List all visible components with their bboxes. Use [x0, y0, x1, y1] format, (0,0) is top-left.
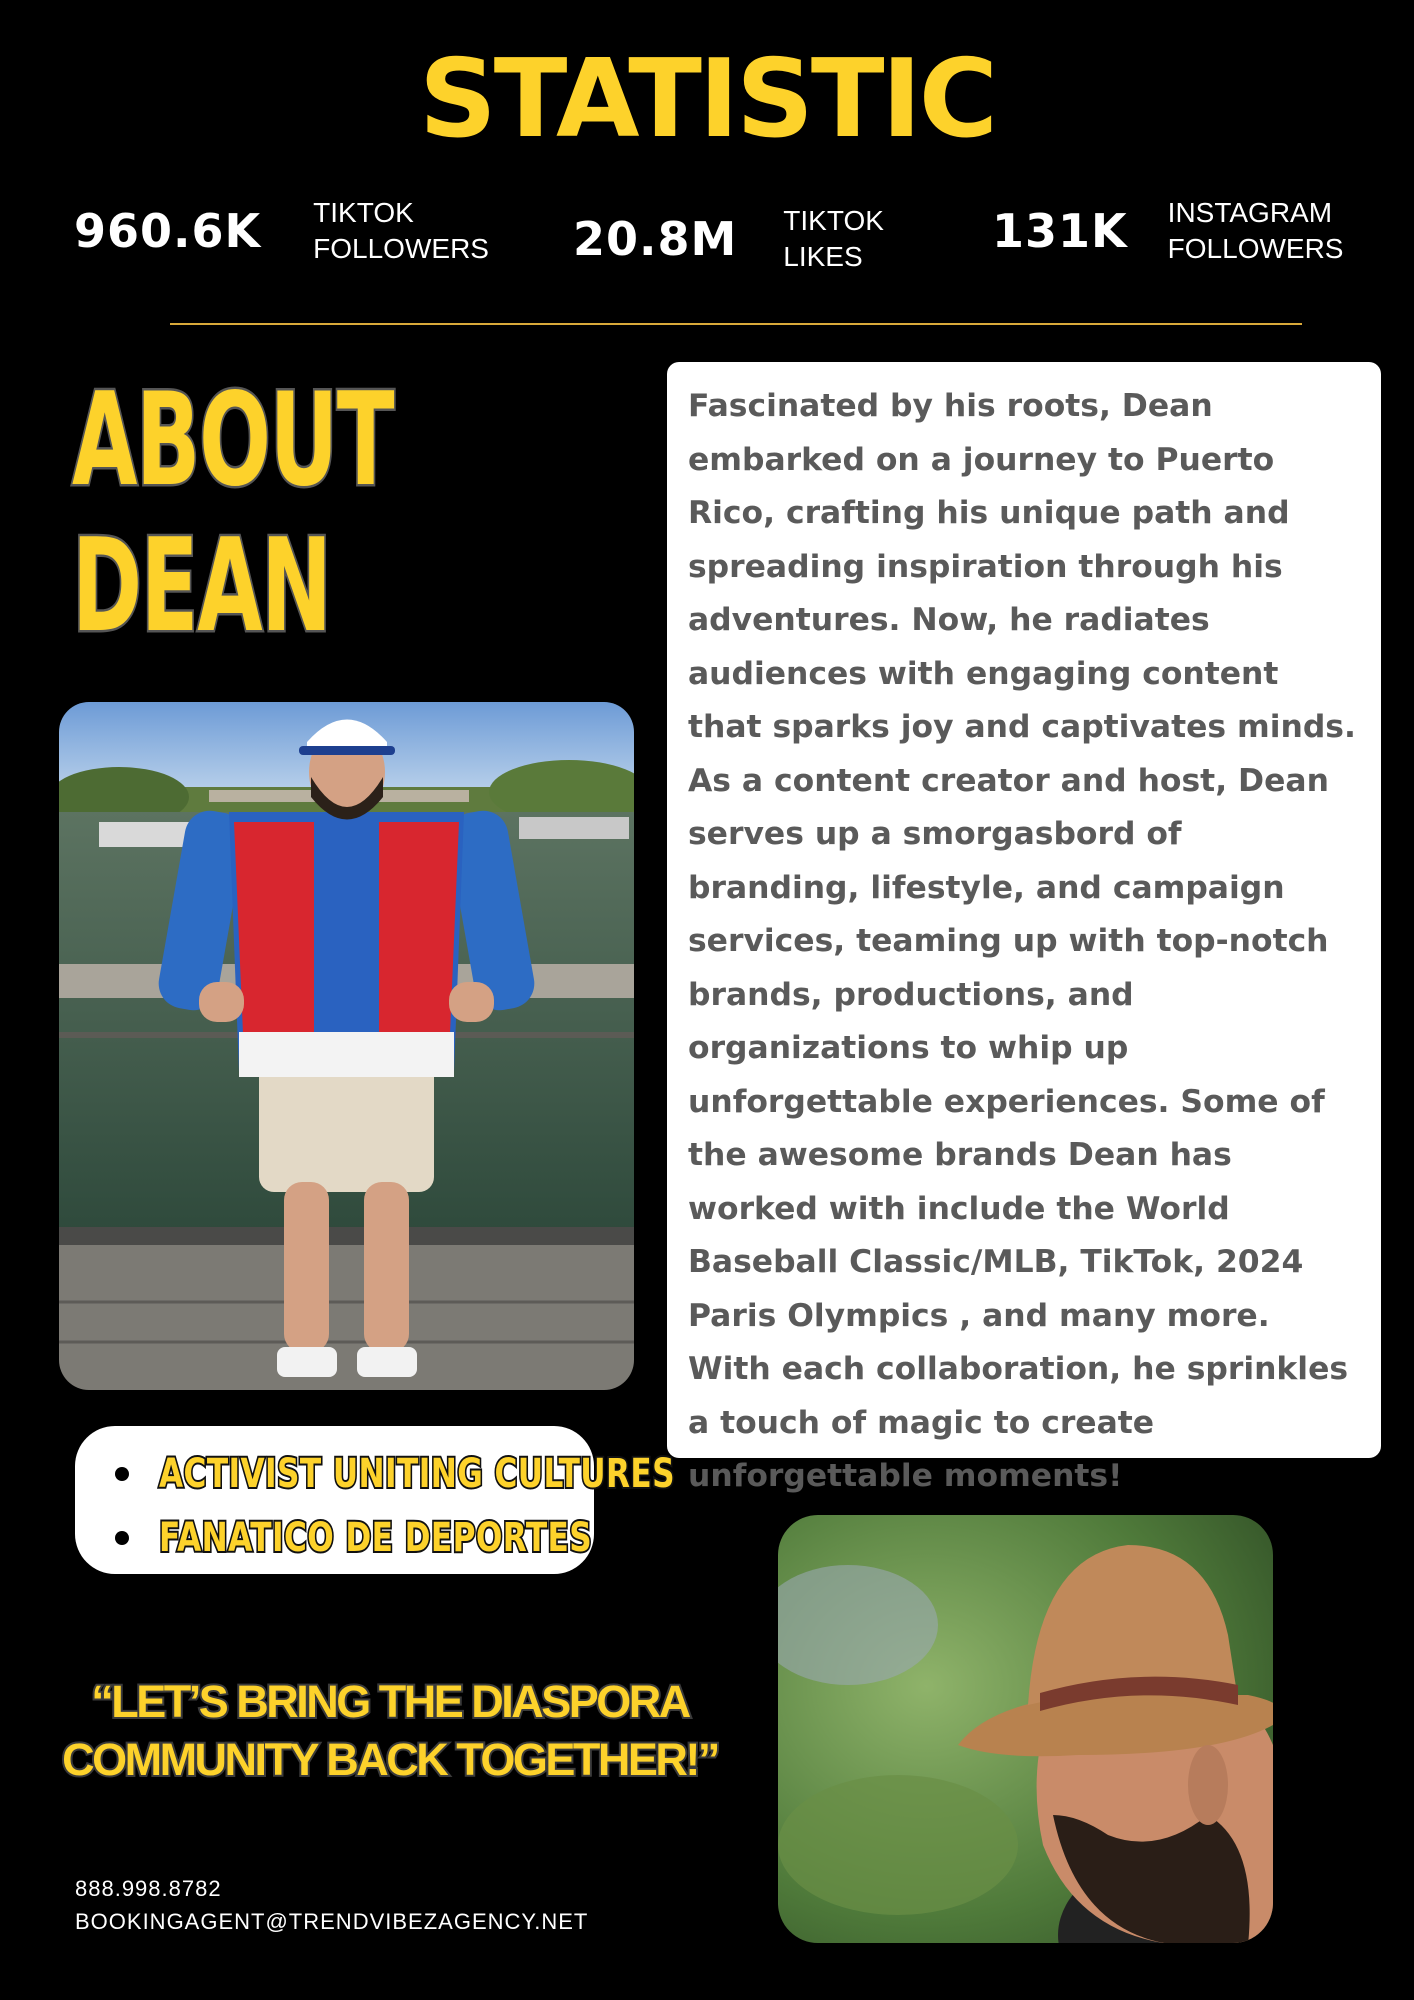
- page-title: STATISTIC: [418, 37, 996, 162]
- portrait-illustration: [778, 1515, 1273, 1943]
- stat-value: 131K: [992, 204, 1128, 258]
- stat-label-line: TIKTOK: [313, 197, 414, 228]
- tag-text: FANATICO DE DEPORTES: [159, 1515, 593, 1561]
- stat-value: 960.6K: [74, 204, 262, 258]
- section-divider: [170, 323, 1302, 325]
- quote: [0, 1673, 780, 1789]
- contact-phone: 888.998.8782: [75, 1876, 222, 1901]
- tag-text: ACTIVIST UNITING CULTURES: [159, 1451, 675, 1497]
- quote-line: “LET’S BRING THE DIASPORA: [91, 1676, 689, 1727]
- tag-item: [115, 1442, 675, 1506]
- stat-label-line: TIKTOK: [783, 205, 884, 236]
- stat-instagram-followers: [992, 195, 1343, 267]
- stat-value: 20.8M: [573, 212, 738, 266]
- stat-label-line: FOLLOWERS: [313, 233, 489, 264]
- stat-label-line: LIKES: [783, 241, 863, 272]
- bio-text: Fascinated by his roots, Dean embarked on a journey to Puerto Rico, crafting his unique path and spreading inspiration through his adventures. Now, he radiates audiences with engaging content that sparks joy and captivates minds. As a content creator and host, Dean serves up a smorgasbord of branding, lifestyle, and campaign services, teaming up with top-notch brands, productions, and organizations to whip up unforgettable experiences. Some of the awesome brands Dean has worked with include the World Baseball Classic/MLB, TikTok, 2024 Paris Olympics , and many more. With each collaboration, he sprinkles a touch of magic to create unforgettable moments!: [688, 388, 1356, 1494]
- tags-card: [75, 1426, 675, 1574]
- stat-label: [1168, 195, 1344, 267]
- about-heading: [72, 368, 393, 660]
- stat-label: [783, 203, 884, 275]
- stat-label-line: FOLLOWERS: [1167, 233, 1344, 264]
- contact-email: BOOKINGAGENT@TRENDVIBEZAGENCY.NET: [75, 1909, 589, 1934]
- bio-card: [667, 362, 1381, 1494]
- stat-tiktok-likes: [573, 203, 884, 275]
- stat-tiktok-followers: [74, 195, 489, 267]
- about-heading-line: ABOUT: [72, 366, 394, 515]
- photo-illustration: [59, 702, 634, 1390]
- stat-label-line: INSTAGRAM: [1167, 197, 1333, 228]
- profile-photo-bridge: [59, 702, 634, 1390]
- stat-label: [313, 195, 489, 267]
- quote-line: COMMUNITY BACK TOGETHER!”: [62, 1734, 718, 1785]
- bullet-icon: [115, 1531, 129, 1545]
- bullet-icon: [115, 1467, 129, 1481]
- profile-photo-portrait: [778, 1515, 1273, 1943]
- tag-item: [115, 1506, 594, 1570]
- contact-info: [75, 1872, 588, 1938]
- about-heading-line: DEAN: [72, 512, 331, 661]
